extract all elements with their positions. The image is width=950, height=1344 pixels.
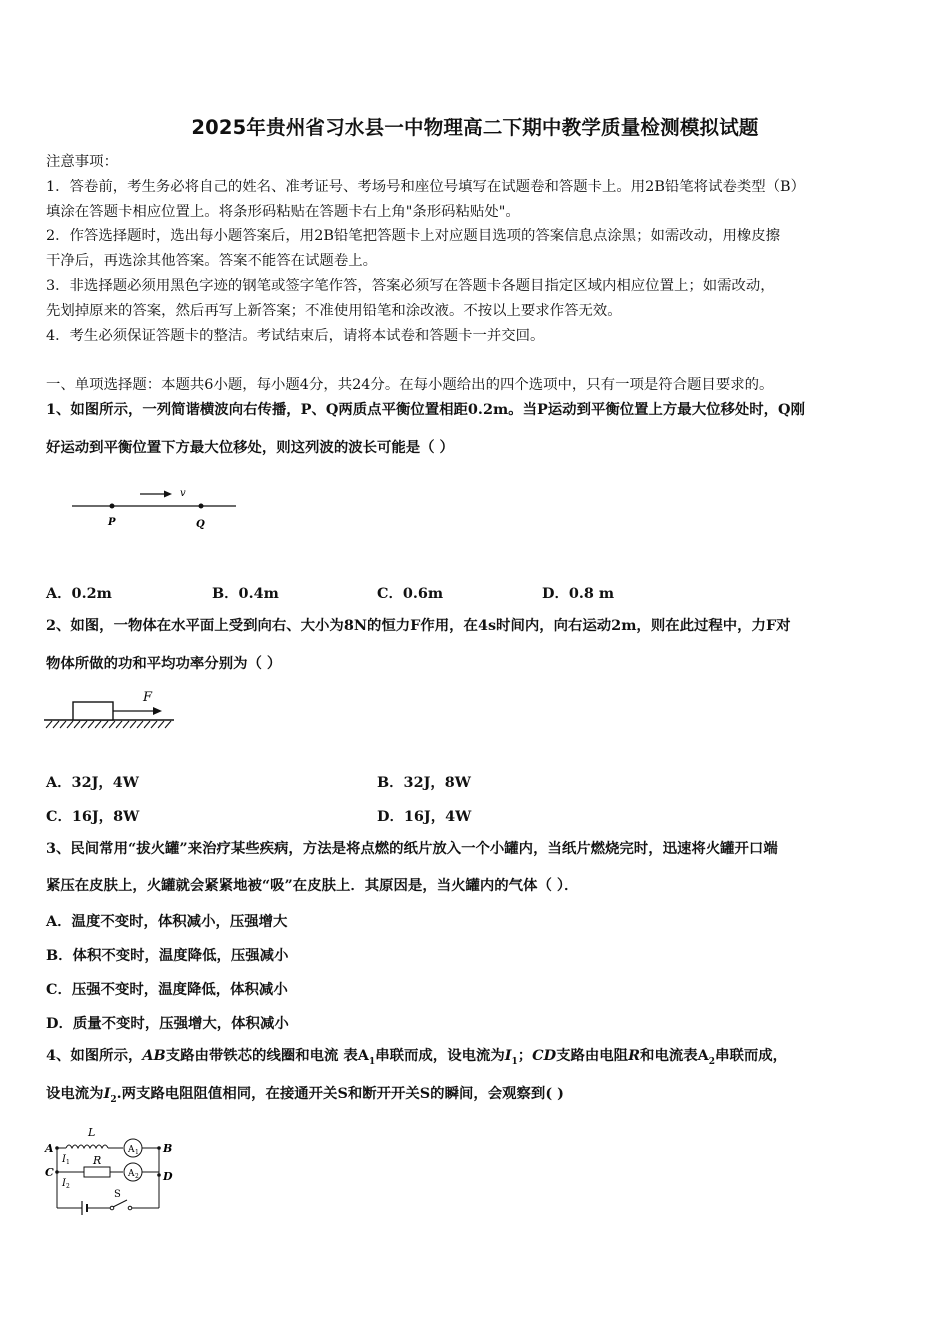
q3-stem: 紧压在皮肤上，火罐就会紧紧地被“吸”在皮肤上．其原因是，当火罐内的气体（ ）． (46, 877, 579, 894)
node-c-label: C (45, 1166, 54, 1179)
q1-stem: 好运动到平衡位置下方最大位移处，则这列波的波长可能是（ ） (46, 439, 454, 456)
node-a-label: A (45, 1142, 54, 1155)
q4-text: 4、如图所示， (46, 1047, 143, 1064)
q3-option-d[interactable]: D．质量不变时，压强增大，体积减小 (46, 1015, 289, 1032)
notice-line: 先划掉原来的答案，然后再写上新答案；不准使用铅笔和涂改液。不按以上要求作答无效。 (46, 303, 622, 319)
ground-hatching (46, 721, 171, 728)
force-arrowhead (153, 707, 162, 715)
current-i1-label: I (62, 1154, 66, 1165)
q4-text: 和电流表 (640, 1047, 698, 1064)
inductor-coil (66, 1145, 108, 1148)
q3-option-c[interactable]: C．压强不变时，温度降低，体积减小 (46, 981, 288, 998)
q4-subscript: 2 (708, 1056, 716, 1067)
section-heading: 一、单项选择题：本题共6小题，每小题4分，共24分。在每小题给出的四个选项中，只有一项是符合题目要求的。 (46, 377, 774, 393)
velocity-arrowhead (164, 491, 172, 498)
force-label: F (143, 690, 153, 705)
q4-text: ； (517, 1047, 533, 1064)
q4-text: 串联而成，设电流为 (375, 1047, 505, 1064)
switch-blade (113, 1200, 127, 1207)
notice-line: 填涂在答题卡相应位置上。将条形码粘贴在答题卡右上角"条形码粘贴处"。 (46, 204, 520, 220)
ammeter-a2-subscript: 2 (135, 1173, 139, 1180)
q2-stem: 物体所做的功和平均功率分别为（ ） (46, 655, 282, 672)
q4-text: 设电流为 (46, 1085, 104, 1102)
q3-option-a[interactable]: A．温度不变时，体积减小，压强增大 (46, 913, 288, 930)
q4-symbol-cd: CD (532, 1047, 557, 1064)
point-q-label: Q (196, 519, 205, 530)
q4-subscript: 1 (368, 1056, 376, 1067)
q2-option-d[interactable]: D．16J，4W (377, 808, 472, 825)
inductor-label: L (88, 1126, 96, 1139)
point-q (199, 504, 204, 509)
switch-contact (128, 1206, 132, 1210)
q1-option-b[interactable]: B．0.4m (212, 585, 279, 602)
q4-subscript: 2 (110, 1094, 117, 1105)
point-p-label: P (108, 517, 116, 528)
page-title: 2025年贵州省习水县一中物理高二下期中教学质量检测模拟试题 (191, 116, 759, 139)
velocity-label: v (180, 488, 186, 499)
current-i1-subscript: 1 (66, 1159, 70, 1166)
q2-force-figure (40, 686, 180, 732)
q3-stem: 3、民间常用“拔火罐”来治疗某些疾病，方法是将点燃的纸片放入一个小罐内，当纸片燃烧完时，迅速将火罐开口端 (46, 840, 778, 857)
point-p (110, 504, 115, 509)
notice-line: 1．答卷前，考生务必将自己的姓名、准考证号、考场号和座位号填写在试题卷和答题卡上。用2B铅笔将试卷类型（B） (46, 179, 805, 195)
q4-stem-line1 (46, 1046, 908, 1072)
current-i2-label: I (62, 1178, 66, 1189)
q4-symbol-ab: AB (142, 1047, 166, 1064)
q4-symbol-a2: A (697, 1047, 709, 1064)
q3-option-b[interactable]: B．体积不变时，温度降低，压强减小 (46, 947, 289, 964)
notice-line: 4．考生必须保证答题卡的整洁。考试结束后，请将本试卷和答题卡一并交回。 (46, 328, 545, 344)
block (73, 702, 113, 720)
ammeter-a1-label: A (128, 1145, 135, 1155)
ammeter-a2-label: A (128, 1169, 135, 1179)
q4-symbol-i2: I (103, 1085, 111, 1102)
q1-stem: 1、如图所示，一列简谐横波向右传播，P、Q两质点平衡位置相距0.2m。当P运动到平衡位置上方最大位移处时，Q刚 (46, 401, 805, 418)
notice-line: 2．作答选择题时，选出每小题答案后，用2B铅笔把答题卡上对应题目选项的答案信息点涂黑；如需改动，用橡皮擦 (46, 228, 781, 244)
q4-text: .两支路电阻阻值相同，在接通开关S和断开开关S的瞬间，会观察到( ) (116, 1085, 564, 1102)
q2-stem: 2、如图，一物体在水平面上受到向右、大小为8N的恒力F作用，在4s时间内，向右运动2m，则在此过程中，力F对 (46, 617, 791, 634)
q1-option-a[interactable]: A．0.2m (46, 585, 112, 602)
q1-option-d[interactable]: D．0.8 m (542, 585, 615, 602)
q4-stem-line2 (46, 1084, 908, 1110)
ammeter-a1-subscript: 1 (135, 1149, 139, 1156)
q4-circuit-figure (42, 1120, 182, 1216)
current-i2-subscript: 2 (66, 1183, 70, 1190)
node-b-label: B (163, 1142, 173, 1155)
q4-text: 串联而成， (715, 1047, 788, 1064)
q4-text: 支路由带铁芯的线圈和电流 表 (165, 1047, 358, 1064)
q2-option-b[interactable]: B．32J，8W (377, 774, 471, 791)
q2-option-a[interactable]: A．32J，4W (46, 774, 139, 791)
notice-line: 3．非选择题必须用黑色字迹的钢笔或签字笔作答，答案必须写在答题卡各题目指定区域内相应位置上；如需改动， (46, 278, 775, 294)
node-d-label: D (163, 1170, 173, 1183)
notice-heading: 注意事项： (46, 154, 118, 170)
q4-symbol-a1: A (357, 1047, 369, 1064)
q2-option-c[interactable]: C．16J，8W (46, 808, 140, 825)
q1-option-c[interactable]: C．0.6m (377, 585, 444, 602)
q4-symbol-i1: I (504, 1047, 512, 1064)
q1-wave-figure (60, 478, 250, 538)
resistor (84, 1167, 110, 1177)
q4-symbol-r: R (628, 1047, 641, 1064)
resistor-label: R (93, 1154, 102, 1167)
q4-subscript: 1 (511, 1056, 518, 1067)
notice-line: 干净后，再选涂其他答案。答案不能答在试题卷上。 (46, 253, 377, 269)
switch-label: S (114, 1189, 121, 1200)
q4-text: 支路由电阻 (556, 1047, 629, 1064)
